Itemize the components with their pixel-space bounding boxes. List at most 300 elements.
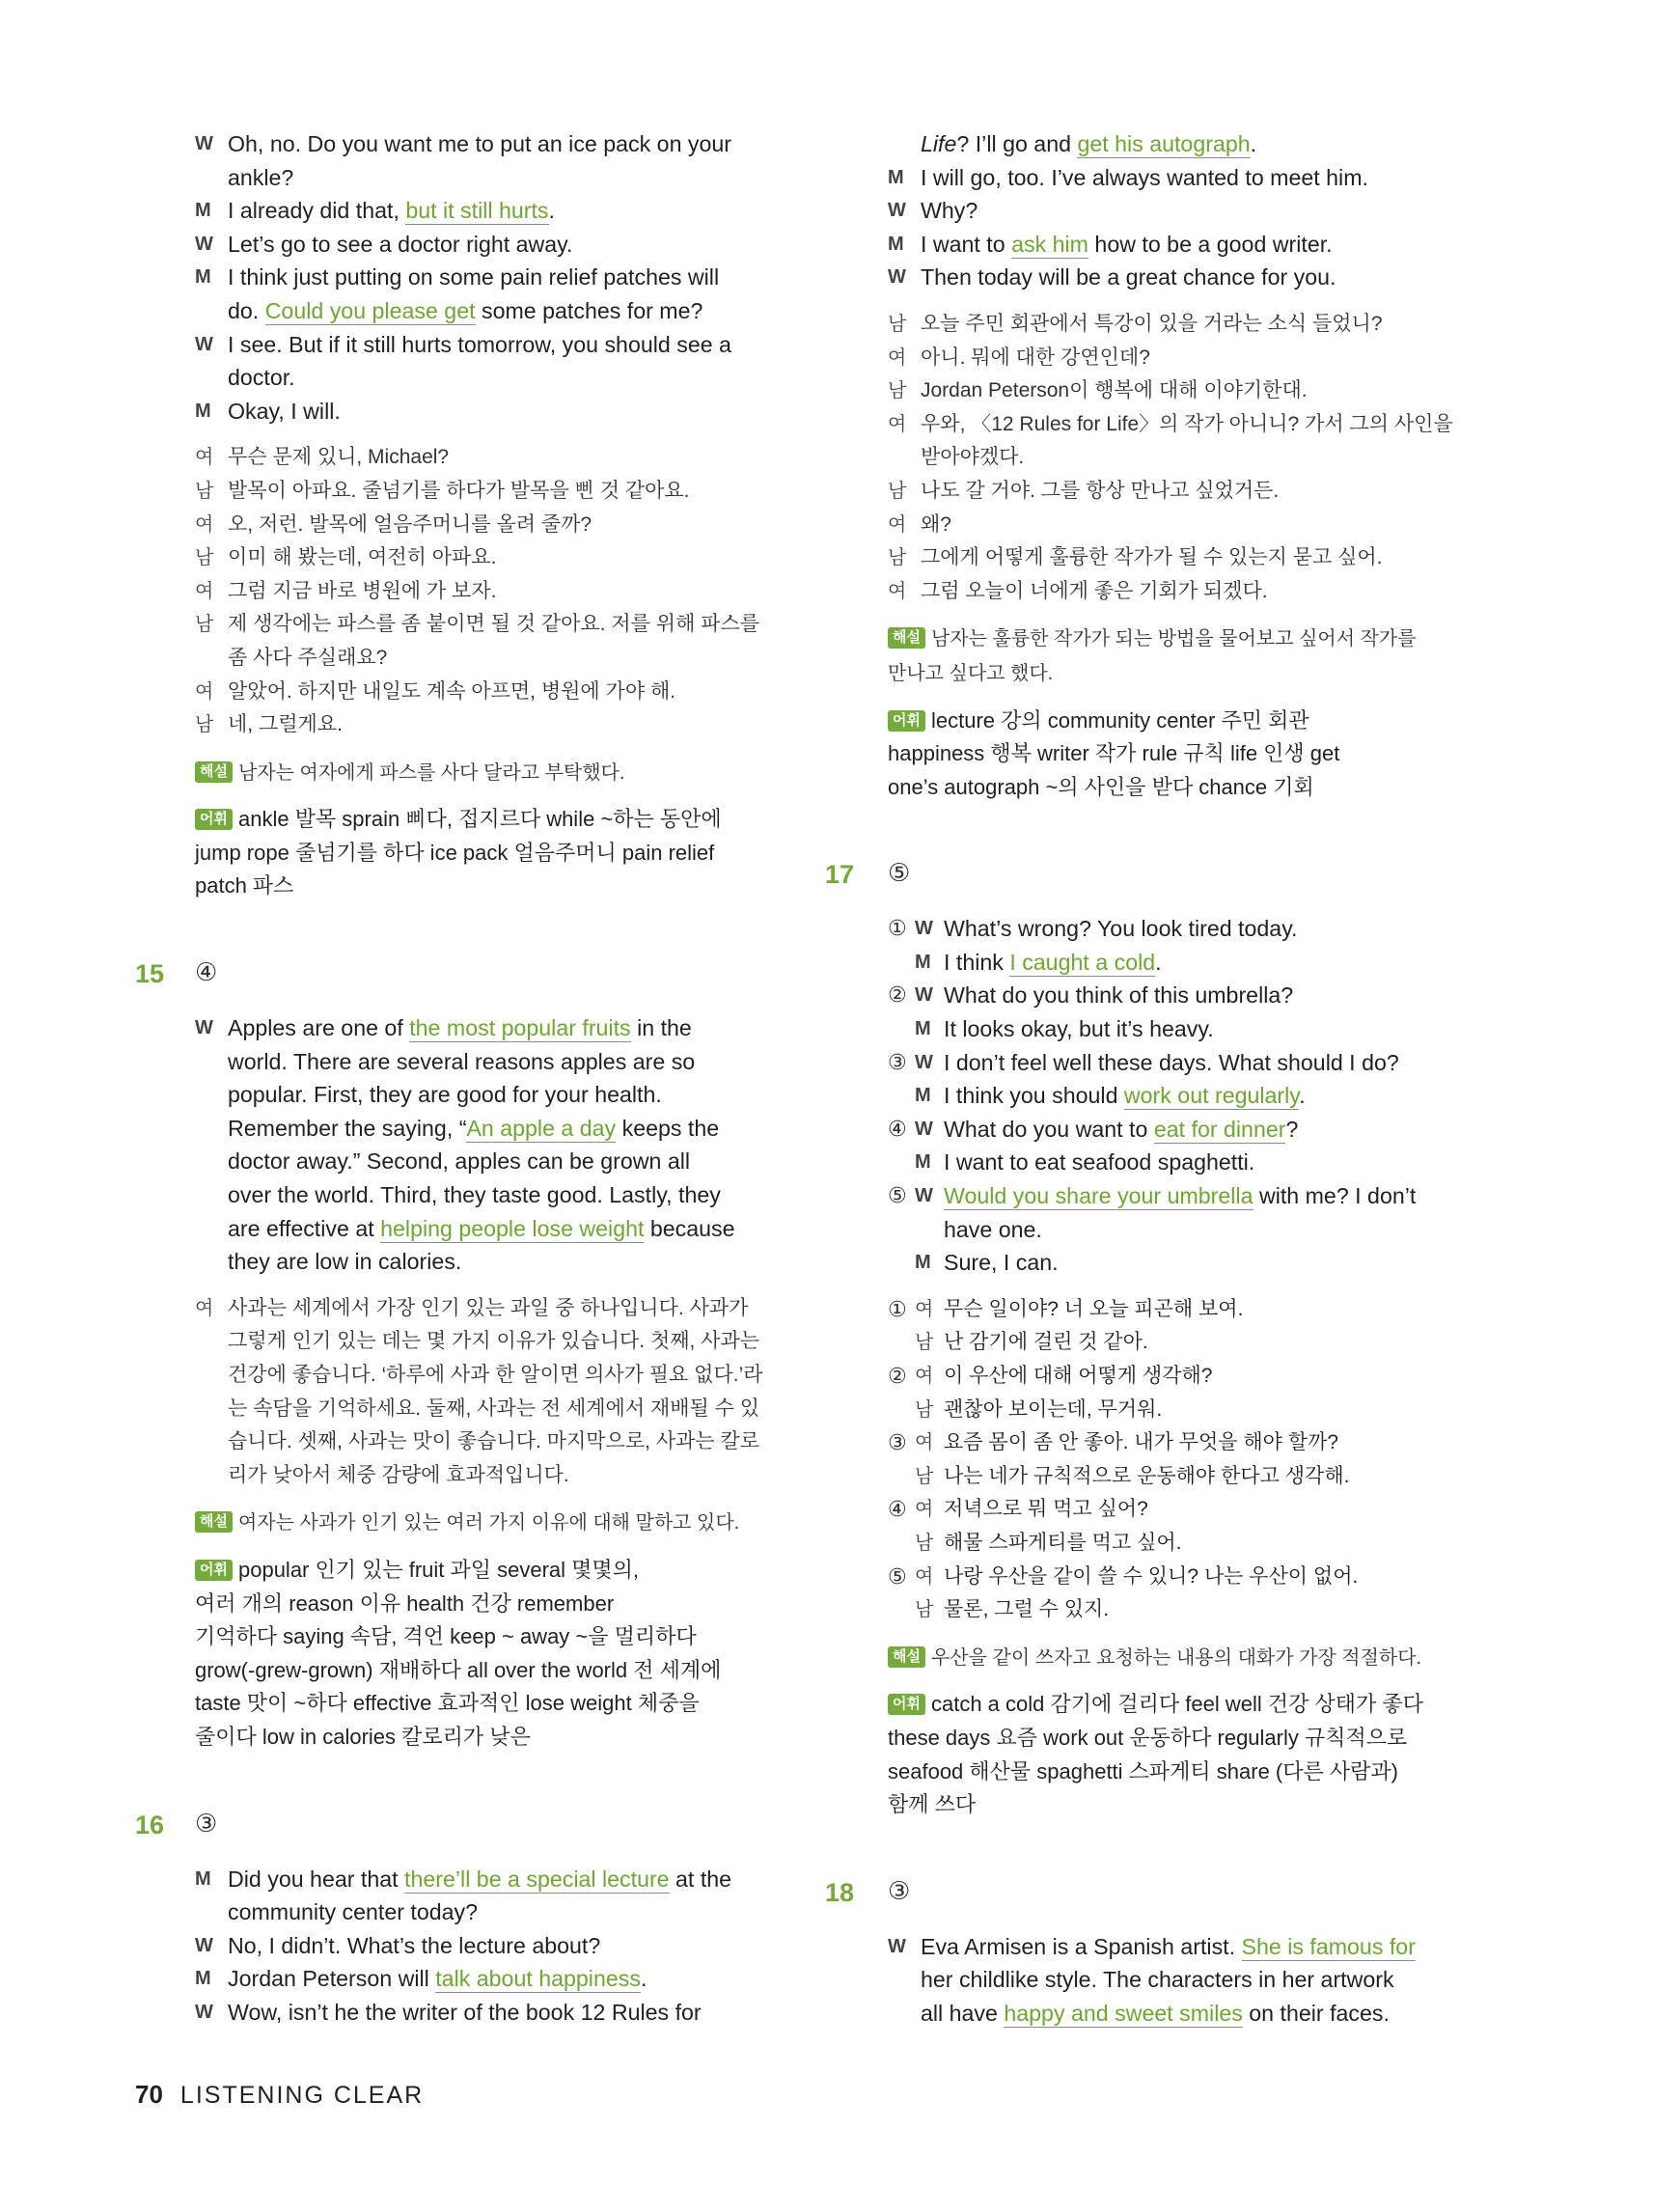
- speaker-label: 여: [915, 1366, 934, 1387]
- translation-line: [195, 642, 779, 676]
- answer-mark: ⑤: [888, 858, 911, 888]
- script-line: [195, 1011, 779, 1045]
- key-phrase: there’ll be a special lecture: [404, 1866, 670, 1892]
- vocab-text: 함께 쓰다: [888, 1792, 977, 1817]
- key-phrase: ask him: [1011, 231, 1088, 257]
- option-line: [888, 1360, 1488, 1394]
- speaker-label: W: [888, 266, 906, 289]
- translation-line: [888, 509, 1488, 542]
- text-segment: I will go, too. I’ve always wanted to meet him.: [921, 164, 1368, 190]
- vocab-line: [195, 1687, 779, 1721]
- script-line: [195, 1078, 779, 1112]
- speaker-label: M: [195, 200, 211, 222]
- key-phrase: I caught a cold: [1009, 949, 1156, 975]
- vocab-line: [195, 1620, 779, 1654]
- translation-text: 요즘 몸이 좀 안 좋아. 내가 무엇을 해야 할까?: [944, 1431, 1339, 1454]
- vocab-text: these days 요즘 work out 운동하다 regularly 규칙적으로: [888, 1725, 1408, 1750]
- explanation-text: 만나고 싶다고 했다.: [888, 662, 1054, 684]
- speaker-label: 여: [888, 580, 907, 602]
- option-line: [888, 912, 1488, 946]
- translation-line: [195, 1459, 779, 1493]
- translation-text: 습니다. 셋째, 사과는 맛이 좋습니다. 마지막으로, 사과는 칼로: [228, 1430, 760, 1453]
- vocab-tag: 어휘: [888, 1694, 925, 1715]
- speaker-label: 여: [915, 1432, 934, 1454]
- question-number: 18: [825, 1877, 855, 1907]
- vocab-text: taste 맛이 ~하다 effective 효과적인 lose weight 체중을: [195, 1691, 700, 1716]
- vocab-line: [195, 1588, 779, 1621]
- script-line: [195, 1996, 779, 2030]
- key-phrase: She is famous for: [1241, 1933, 1416, 1959]
- speaker-label: M: [888, 166, 904, 188]
- question-number: 16: [135, 1810, 165, 1839]
- speaker-label: 여: [195, 447, 214, 469]
- translation-text: 우와, 〈12 Rules for Life〉의 작가 아니니? 가서 그의 사인을: [921, 412, 1453, 435]
- translation-line: [195, 509, 779, 542]
- script-line: [888, 194, 1488, 228]
- speaker-label: M: [195, 1968, 211, 1990]
- text-segment: .: [1299, 1083, 1306, 1109]
- option-number: ④: [888, 1116, 907, 1141]
- script-line: [195, 161, 779, 195]
- translation-text: 리가 낮아서 체중 감량에 효과적입니다.: [228, 1463, 569, 1486]
- translation-text: 알았어. 하지만 내일도 계속 아프면, 병원에 가야 해.: [228, 679, 676, 703]
- speaker-label: W: [888, 1935, 906, 1957]
- speaker-label: 남: [195, 614, 214, 636]
- speaker-label: 남: [888, 547, 907, 569]
- text-segment: No, I didn’t. What’s the lecture about?: [228, 1932, 601, 1958]
- translation-line: [195, 676, 779, 709]
- text-segment: her childlike style. The characters in her artwork: [921, 1967, 1394, 1993]
- text-segment: Wow, isn’t he the writer of the book: [228, 1999, 581, 2025]
- translation-line: [195, 608, 779, 642]
- explanation-text: 남자는 훌륭한 작가가 되는 방법을 물어보고 싶어서 작가를: [930, 628, 1417, 650]
- vocab-text: grow(-grew-grown) 재배하다 all over the world 전 세계에: [195, 1657, 722, 1682]
- translation-line: [195, 1325, 779, 1359]
- text-segment: community center today?: [228, 1899, 479, 1925]
- vocab-text: happiness 행복 writer 작가 rule 규칙 life 인생 get: [888, 741, 1340, 766]
- script-line: [195, 328, 779, 362]
- translation-line: [888, 408, 1488, 442]
- speaker-label: M: [915, 1252, 931, 1274]
- text-segment: Did you hear that: [228, 1866, 405, 1892]
- option-line: [888, 1079, 1488, 1113]
- translation-text: 오늘 주민 회관에서 특강이 있을 거라는 소식 들었니?: [921, 312, 1383, 335]
- translation-line: [888, 575, 1488, 609]
- explanation: 해설 우산을 같이 쓰자고 요청하는 내용의 대화가 가장 적절하다.: [888, 1641, 1488, 1675]
- translation-text: 나랑 우산을 같이 쓸 수 있니? 나는 우산이 없어.: [944, 1564, 1359, 1588]
- text-segment: have one.: [944, 1216, 1042, 1242]
- text-segment: .: [640, 1966, 647, 1992]
- script-line: [195, 1145, 779, 1178]
- text-segment: I want to eat seafood spaghetti.: [944, 1149, 1255, 1175]
- vocab-text: 기억하다 saying 속담, 격언 keep ~ away ~을 멀리하다: [195, 1624, 697, 1649]
- vocab-tag: 어휘: [888, 710, 925, 732]
- text-segment: .: [548, 198, 555, 224]
- option-line: [888, 1527, 1488, 1561]
- text-segment: ankle?: [228, 164, 294, 190]
- script-line: [888, 228, 1488, 262]
- translation-text: 그럼 오늘이 너에게 좋은 기회가 되겠다.: [921, 579, 1268, 602]
- text-segment: I want to: [921, 231, 1012, 257]
- option-line: [888, 946, 1488, 980]
- left-column: [135, 127, 779, 2030]
- translation-line: [195, 1359, 779, 1393]
- translation-line: [195, 575, 779, 609]
- speaker-label: W: [195, 133, 213, 154]
- speaker-label: W: [915, 984, 933, 1007]
- translation-line: [888, 541, 1488, 575]
- text-segment: some patches for me?: [475, 297, 703, 323]
- key-phrase: but it still hurts: [405, 198, 549, 224]
- translation-text: 이 우산에 대해 어떻게 생각해?: [944, 1365, 1213, 1387]
- speaker-label: 여: [915, 1565, 934, 1588]
- question-16-script: [195, 1863, 779, 2030]
- vocab-text: ankle 발목 sprain 삐다, 접지르다 while ~하는 동안에: [237, 807, 722, 832]
- text-segment: because: [644, 1215, 735, 1241]
- text-segment: .: [1250, 131, 1257, 156]
- option-line: [888, 1561, 1488, 1594]
- speaker-label: W: [195, 233, 213, 255]
- key-phrase: helping people lose weight: [380, 1215, 645, 1241]
- script-line: [195, 1245, 779, 1279]
- script-line: [888, 261, 1488, 294]
- vocab-tag: 어휘: [195, 1560, 233, 1581]
- translation-line: [888, 475, 1488, 509]
- speaker-label: 여: [915, 1298, 934, 1320]
- speaker-label: M: [888, 233, 904, 255]
- vocab-line: [888, 1756, 1488, 1789]
- script-line: [195, 1178, 779, 1212]
- speaker-label: 남: [915, 1465, 934, 1487]
- continued-script: [195, 127, 779, 428]
- vocab-text: jump rope 줄넘기를 하다 ice pack 얼음주머니 pain relief: [195, 840, 715, 865]
- explanation: 해설 남자는 여자에게 파스를 사다 달라고 부탁했다.: [195, 756, 779, 790]
- option-line: [888, 1493, 1488, 1527]
- vocab-line: [195, 803, 779, 837]
- translation-text: 받아야겠다.: [921, 446, 1025, 469]
- text-segment: Life: [921, 131, 957, 156]
- speaker-label: 남: [888, 380, 907, 402]
- script-line: [195, 1863, 779, 1896]
- text-segment: all have: [921, 2000, 1005, 2026]
- script-line: [195, 1212, 779, 1246]
- explanation: 해설 여자는 사과가 인기 있는 여러 가지 이유에 대해 말하고 있다.: [195, 1506, 779, 1540]
- text-segment: I don’t feel well these days. What should I do?: [944, 1049, 1399, 1075]
- translation-text: 괜찮아 보이는데, 무거워.: [944, 1397, 1163, 1421]
- key-phrase: talk about happiness: [435, 1966, 641, 1992]
- key-phrase: work out regularly: [1123, 1083, 1300, 1109]
- speaker-label: 남: [915, 1532, 934, 1554]
- text-segment: do.: [228, 297, 265, 323]
- question-15-script: [195, 1011, 779, 1279]
- answer-mark: ③: [195, 1808, 218, 1838]
- script-line: [888, 1963, 1488, 1997]
- translation-text: 그럼 지금 바로 병원에 가 보자.: [228, 579, 497, 602]
- option-number: ④: [888, 1497, 907, 1522]
- text-segment: What do you want to: [944, 1116, 1154, 1142]
- speaker-label: 남: [888, 480, 907, 502]
- vocab-text: one’s autograph ~의 사인을 받다 chance 기회: [888, 774, 1314, 799]
- speaker-label: 여: [195, 680, 214, 703]
- vocab-line: [888, 737, 1488, 771]
- translation-text: 난 감기에 걸린 것 같아.: [944, 1331, 1148, 1354]
- vocab-text: 줄이다 low in calories 칼로리가 낮은: [195, 1724, 531, 1749]
- translation-text: 해물 스파게티를 먹고 싶어.: [944, 1531, 1182, 1554]
- vocabulary: [888, 705, 1488, 805]
- vocab-line: [888, 1722, 1488, 1756]
- script-line: [195, 228, 779, 262]
- vocab-text: lecture 강의 community center 주민 회관: [930, 707, 1309, 733]
- key-phrase: Would you share your umbrella: [944, 1183, 1253, 1209]
- text-segment: ? I’ll go and: [956, 131, 1078, 156]
- option-line: [888, 1593, 1488, 1627]
- option-line: [888, 1394, 1488, 1427]
- translation-text: 그에게 어떻게 훌륭한 작가가 될 수 있는지 묻고 싶어.: [921, 546, 1383, 569]
- vocab-line: [195, 837, 779, 871]
- script-line: [195, 1045, 779, 1079]
- option-line: [888, 1460, 1488, 1494]
- vocabulary: [888, 1688, 1488, 1821]
- translation-line: [888, 441, 1488, 475]
- key-phrase: get his autograph: [1077, 131, 1251, 156]
- speaker-label: M: [195, 400, 211, 422]
- translation-text: 네, 그럴게요.: [228, 713, 343, 736]
- speaker-label: 남: [915, 1398, 934, 1421]
- question-17-translation: [888, 1293, 1488, 1627]
- translation-text: 좀 사다 주실래요?: [228, 646, 388, 669]
- text-segment: Then today will be a great chance for you.: [921, 264, 1336, 290]
- question-18-header: [825, 1875, 1488, 1917]
- script-line: [195, 1929, 779, 1963]
- page-number: 70: [135, 2080, 163, 2109]
- text-segment: at the: [669, 1866, 732, 1892]
- text-segment: with me? I don’t: [1253, 1183, 1417, 1209]
- speaker-label: 여: [915, 1499, 934, 1521]
- script-line: [195, 1895, 779, 1929]
- text-segment: over the world. Third, they taste good. Lastly, they: [228, 1182, 721, 1208]
- text-segment: Apples are one of: [228, 1015, 410, 1041]
- question-15-header: [135, 957, 779, 998]
- text-segment: Let’s go to see a doctor right away.: [228, 231, 573, 257]
- speaker-label: W: [888, 200, 906, 222]
- book-title: LISTENING CLEAR: [179, 2082, 425, 2109]
- option-number: ③: [888, 1430, 907, 1455]
- option-line: [888, 1179, 1488, 1213]
- question-17-script: [888, 912, 1488, 1280]
- key-phrase: An apple a day: [466, 1115, 617, 1141]
- text-segment: I already did that,: [228, 198, 406, 224]
- option-number: ③: [888, 1049, 907, 1074]
- explanation: [888, 622, 1488, 690]
- translation-text: 건강에 좋습니다. ‘하루에 사과 한 알이면 의사가 필요 없다.’라: [228, 1364, 763, 1386]
- text-segment: Why?: [921, 198, 978, 224]
- translation-text: 오, 저런. 발목에 얼음주머니를 올려 줄까?: [228, 512, 592, 536]
- speaker-label: 여: [195, 1297, 214, 1319]
- text-segment: What’s wrong? You look tired today.: [944, 916, 1298, 942]
- text-segment: What do you think of this umbrella?: [944, 982, 1294, 1009]
- text-segment: doctor.: [228, 365, 295, 391]
- translation-line: [888, 308, 1488, 342]
- vocab-text: catch a cold 감기에 걸리다 feel well 건강 상태가 좋다: [930, 1692, 1423, 1717]
- text-segment: how to be a good writer.: [1088, 231, 1333, 257]
- text-segment: Oh, no. Do you want me to put an ice pack on your: [228, 131, 732, 156]
- script-line: [195, 294, 779, 328]
- script-line: [195, 127, 779, 161]
- vocab-text: popular 인기 있는 fruit 과일 several 몇몇의,: [237, 1557, 640, 1582]
- speaker-label: 여: [195, 580, 214, 602]
- vocab-line: [195, 1554, 779, 1588]
- continued-translation: [195, 441, 779, 741]
- text-segment: Sure, I can.: [944, 1250, 1059, 1276]
- vocab-tag: 어휘: [195, 809, 233, 830]
- translation-line: [195, 541, 779, 575]
- text-segment: Okay, I will.: [228, 398, 341, 424]
- text-segment: are effective at: [228, 1215, 381, 1241]
- translation-text: 아니. 뭐에 대한 강연인데?: [921, 346, 1150, 369]
- key-phrase: eat for dinner: [1153, 1116, 1286, 1142]
- text-segment: doctor away.” Second, apples can be grown all: [228, 1148, 691, 1175]
- speaker-label: 남: [915, 1599, 934, 1621]
- translation-text: 왜?: [921, 512, 951, 536]
- text-segment: ?: [1285, 1116, 1299, 1142]
- right-column: [825, 127, 1488, 2031]
- translation-line: [195, 1292, 779, 1326]
- translation-text: 제 생각에는 파스를 좀 붙이면 될 것 같아요. 저를 위해 파스를: [228, 613, 760, 636]
- speaker-label: W: [195, 1017, 213, 1039]
- option-line: [888, 1293, 1488, 1327]
- text-segment: in the: [630, 1015, 692, 1041]
- translation-text: 무슨 일이야? 너 오늘 피곤해 보여.: [944, 1297, 1244, 1320]
- translation-text: Jordan Peterson이 행복에 대해 이야기한대.: [921, 379, 1308, 402]
- script-line: [195, 1962, 779, 1996]
- translation-text: 사과는 세계에서 가장 인기 있는 과일 중 하나입니다. 사과가: [228, 1296, 749, 1319]
- text-segment: I think you should: [944, 1083, 1124, 1109]
- option-number: ⑤: [888, 1183, 907, 1208]
- question-15-translation: [195, 1292, 779, 1493]
- option-number: ②: [888, 1364, 907, 1388]
- option-line: [888, 979, 1488, 1012]
- text-segment: world. There are several reasons apples are so: [228, 1048, 696, 1074]
- key-phrase: happy and sweet smiles: [1004, 2000, 1243, 2026]
- option-line: [888, 1246, 1488, 1280]
- key-phrase: Could you please get: [264, 297, 476, 323]
- speaker-label: M: [915, 1151, 931, 1174]
- vocab-line: [888, 705, 1488, 738]
- translation-text: 는 속담을 기억하세요. 둘째, 사과는 전 세계에서 재배될 수 있: [228, 1396, 760, 1420]
- translation-line: [195, 1393, 779, 1426]
- speaker-label: M: [915, 1085, 931, 1107]
- text-segment: keeps the: [616, 1115, 720, 1141]
- speaker-label: 여: [888, 513, 907, 536]
- translation-text: 나는 네가 규칙적으로 운동해야 한다고 생각해.: [944, 1464, 1350, 1487]
- translation-line: [888, 374, 1488, 408]
- translation-text: 발목이 아파요. 줄넘기를 하다가 발목을 삔 것 같아요.: [228, 479, 690, 502]
- explanation-line: [888, 622, 1488, 656]
- translation-text: 나도 갈 거야. 그를 항상 만나고 싶었거든.: [921, 479, 1280, 502]
- option-line: [888, 1046, 1488, 1080]
- answer-mark: ③: [888, 1875, 911, 1905]
- question-17-header: [825, 858, 1488, 899]
- text-segment: popular. First, they are good for your health.: [228, 1082, 662, 1108]
- option-line: [888, 1213, 1488, 1247]
- translation-line: [195, 475, 779, 509]
- speaker-label: W: [915, 1185, 933, 1207]
- vocab-text: seafood 해산물 spaghetti 스파게티 share (다른 사람과): [888, 1758, 1398, 1783]
- script-line: [195, 395, 779, 429]
- text-segment: It looks okay, but it’s heavy.: [944, 1016, 1214, 1042]
- speaker-label: 남: [915, 1332, 934, 1354]
- script-line: [195, 261, 779, 294]
- speaker-label: 남: [195, 547, 214, 569]
- option-number: ②: [888, 982, 907, 1008]
- speaker-label: W: [915, 1118, 933, 1140]
- vocab-line: [888, 771, 1488, 805]
- text-segment: Eva Armisen is a Spanish artist.: [921, 1933, 1242, 1959]
- translation-line: [195, 1425, 779, 1459]
- translation-text: 이미 해 봤는데, 여전히 아파요.: [228, 546, 497, 569]
- script-line: [195, 194, 779, 228]
- question-18-script: [888, 1930, 1488, 2031]
- text-segment: .: [1155, 949, 1162, 975]
- text-segment: they are low in calories.: [228, 1249, 462, 1275]
- speaker-label: W: [195, 333, 213, 355]
- vocab-text: 여러 개의 reason 이유 health 건강 remember: [195, 1590, 615, 1616]
- text-segment: Remember the saying, “: [228, 1115, 467, 1141]
- explanation-line: [888, 656, 1488, 691]
- script-line: [888, 161, 1488, 195]
- text-segment: I think just putting on some pain relief patches will: [228, 264, 720, 290]
- question-number: 15: [135, 959, 165, 989]
- translation-line: [195, 708, 779, 742]
- option-number: ①: [888, 916, 907, 941]
- translation-text: 무슨 문제 있니, Michael?: [228, 446, 450, 469]
- speaker-label: M: [915, 1018, 931, 1040]
- vocab-line: [195, 1654, 779, 1688]
- script-line: [195, 361, 779, 395]
- text-segment: 12 Rules for: [580, 1999, 702, 2025]
- speaker-label: 여: [195, 513, 214, 536]
- translation-text: 저녁으로 뭐 먹고 싶어?: [944, 1498, 1148, 1521]
- vocab-line: [888, 1788, 1488, 1822]
- page-footer: [135, 2080, 424, 2110]
- vocabulary: [195, 803, 779, 903]
- speaker-label: 여: [888, 413, 907, 435]
- speaker-label: W: [195, 1934, 213, 1956]
- script-line: [888, 1930, 1488, 1964]
- translation-line: [195, 441, 779, 475]
- translation-text: 그렇게 인기 있는 데는 몇 가지 이유가 있습니다. 첫째, 사과는: [228, 1330, 760, 1353]
- option-number: ①: [888, 1296, 907, 1321]
- script-line: [195, 1112, 779, 1146]
- vocabulary: [195, 1554, 779, 1755]
- speaker-label: 여: [888, 346, 907, 369]
- speaker-label: M: [915, 951, 931, 973]
- vocab-line: [888, 1688, 1488, 1722]
- vocab-line: [195, 870, 779, 903]
- script-line: [888, 127, 1488, 161]
- key-phrase: the most popular fruits: [409, 1015, 631, 1041]
- option-number: ⑤: [888, 1563, 907, 1589]
- question-16-translation: [888, 308, 1488, 608]
- explanation-tag: 해설: [195, 761, 233, 783]
- text-segment: I see. But if it still hurts tomorrow, you should see a: [228, 331, 731, 357]
- speaker-label: 남: [195, 480, 214, 502]
- text-segment: Jordan Peterson will: [228, 1966, 436, 1992]
- speaker-label: 남: [888, 313, 907, 335]
- speaker-label: 남: [195, 714, 214, 736]
- question-16-script-continued: [888, 127, 1488, 294]
- speaker-label: W: [915, 918, 933, 940]
